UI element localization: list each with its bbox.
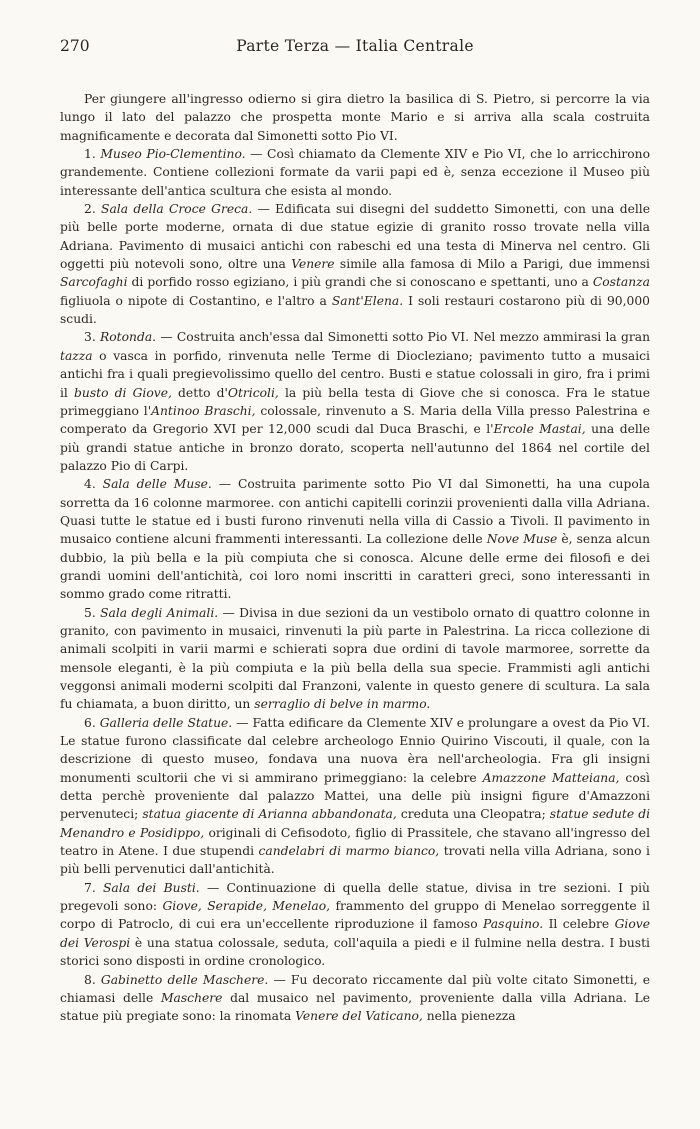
italic-text: Ercole Mastai, (493, 422, 586, 437)
italic-text: Venere (291, 257, 335, 272)
text-run: frammento del gruppo di Menelao sorreggente il corpo di Patroclo, di cui era un'eccellente riproduzione il famoso (60, 899, 650, 932)
text-run: — Costruita anch'essa dal Simonetti sotto Pio VI. Nel mezzo ammirasi la gran (156, 330, 650, 345)
italic-text: Venere del Vaticano, (295, 1009, 423, 1024)
italic-text: serraglio di belve in marmo. (254, 697, 431, 712)
text-run: colossale, rinvenuto a S. Maria della Villa presso Palestrina e comperato da Gregorio XVI per 12,000 scudi dal Duca Braschi, e l' (60, 403, 650, 437)
italic-text: Maschere (160, 990, 223, 1005)
running-header (60, 36, 650, 56)
text-run: 4. (84, 477, 103, 492)
italic-text: Giove, Serapide, Menelao, (162, 899, 331, 914)
paragraph (60, 971, 650, 1026)
text-run: — Edificata sui disegni del suddetto Simonetti, con una delle più belle porte moderne, ornata di due statue egizie di granito rosso trovate nella villa Adriana. Pavimento di musaici antichi con rabeschi ed una testa di Minerva nel centro. Gli oggetti più notevoli sono, oltre una (60, 202, 650, 272)
text-run: o vasca in porfido, rinvenuta nelle Terme di Diocleziano; pavimento tutto a musaici antichi fra i quali pregievolissimo quello del centro. Busti e statue colossali in giro, fra i primi il (60, 348, 650, 400)
text-run: nella pienezza (422, 1009, 516, 1024)
italic-text: Giove dei Verospi (60, 917, 650, 950)
italic-text: Galleria delle Statue. (99, 715, 233, 730)
text-run: I soli restauri costarono più di 90,000 scudi. (60, 293, 650, 327)
italic-text: busto di Giove, (74, 385, 172, 400)
text-run: 8. (84, 972, 101, 987)
text-run: Per giungere all'ingresso odierno si gira dietro la basilica di S. Pietro, si percorre la via lungo il lato del palazzo che prospetta monte Mario e si arriva alla scala costruita magnificamente e decorata dal Simonetti sotto Pio VI. (60, 92, 650, 143)
italic-text: Sala dei Busti. (103, 880, 200, 895)
text-run: figliuola o nipote di Costantino, e l'altro a (60, 293, 332, 308)
paragraph (60, 714, 650, 879)
italic-text: Sant'Elena. (331, 293, 404, 308)
paragraph (60, 145, 650, 200)
paragraph (60, 879, 650, 971)
text-run: originali di Cefisodoto, figlio di Prassitele, che stavano all'ingresso del teatro in Atene. I due stupendi (60, 825, 651, 859)
italic-text: Museo Pio-Clementino. (100, 147, 246, 162)
italic-text: Sarcofaghi (60, 275, 128, 290)
text-run: trovati nella villa Adriana, sono i più belli pervenutici dall'antichità. (60, 844, 650, 877)
text-run: dal musaico nel pavimento, proveniente dalla villa Adriana. Le statue più pregiate sono: la rinomata (60, 990, 650, 1024)
text-run: 3. (84, 330, 101, 345)
text-run: Il celebre (543, 917, 615, 932)
paragraph (60, 90, 650, 145)
text-run: — Continuazione di quella delle statue, divisa in tre sezioni. I più pregevoli sono: (60, 880, 650, 914)
italic-text: tazza (60, 348, 93, 363)
body-text (60, 90, 650, 1026)
italic-text: Sala della Croce Greca. (101, 202, 253, 217)
italic-text: Otricoli, (227, 385, 279, 400)
italic-text: Nove Muse (486, 532, 558, 547)
italic-text: Antinoo Braschi, (151, 403, 256, 418)
text-run: di porfido rosso egiziano, i più grandi che si conoscano e spettanti, uno a (127, 275, 593, 290)
paragraph (60, 200, 650, 328)
italic-text: Costanza (592, 275, 650, 290)
text-run: creduta una Cleopatra; (396, 807, 550, 822)
text-run: — Così chiamato da Clemente XIV e Pio VI, che lo arricchirono grandemente. Contiene collezioni formate da varii papi ed è, senza eccezione il Museo più interessante dell'antica scultura che esista al mondo. (60, 147, 650, 198)
running-title: Parte Terza — Italia Centrale (236, 37, 474, 55)
text-run: 2. (84, 202, 102, 217)
page-number: 270 (60, 37, 90, 55)
italic-text: statue sedute di Menandro e Posidippo, (60, 807, 651, 840)
italic-text: Gabinetto delle Maschere. (100, 972, 269, 987)
text-run: la più bella testa di Giove che si conosca. Fra le statue primeggiano l' (60, 385, 650, 418)
italic-text: Rotonda. (100, 330, 157, 345)
text-run: — Fatta edificare da Clemente XIV e prolungare a ovest da Pio VI. Le statue furono classificate dal celebre archeologo Ennio Quirino Viscouti, il quale, con la descrizione di questo museo, fondava una nuova èra nell'archeologia. Fra gli insigni monumenti scultorii che vi si ammirano primeggiano: la celebre (60, 715, 650, 785)
italic-text: Sala delle Muse. (102, 477, 212, 492)
text-run: — Divisa in due sezioni da un vestibolo ornato di quattro colonne in granito, con pavimento in musaici, rinvenuti la più parte in Palestrina. La ricca collezione di animali scolpiti in varii marmi e schierati sopra due ordini di tavole marmoree, sorrette da mensole eleganti, è la più compiuta e la più bella della sua specie. Frammisti agli antichi veggonsi animali moderni scolpiti dal Franzoni, valente in questo genere di scultura. La sala fu chiamata, a buon diritto, un (60, 605, 650, 712)
text-run: — Costruita parimente sotto Pio VI dal Simonetti, ha una cupola sorretta da 16 colonne marmoree. con antichi capitelli corinzii provenienti dalla villa Adriana. Quasi tutte le statue ed i busti furono rinvenuti nella villa di Cassio a Tivoli. Il pavimento in musaico contiene alcuni frammenti interessanti. La collezione delle (60, 477, 650, 547)
text-run: — Fu decorato riccamente dal più volte citato Simonetti, e chiamasi delle (60, 972, 650, 1005)
paragraph (60, 475, 650, 603)
text-run: simile alla famosa di Milo a Parigi, due immensi (334, 257, 650, 272)
text-run: così detta perchè proveniente dal palazzo Mattei, una delle più insigni figure d'Amazzoni pervenuteci; (60, 770, 650, 822)
text-run: è una statua colossale, seduta, coll'aquila a piedi e il fulmine nella destra. I busti storici sono disposti in ordine cronologico. (60, 935, 650, 969)
italic-text: Sala degli Animali. (100, 605, 219, 620)
text-run: detto d' (171, 385, 228, 400)
text-run: è, senza alcun dubbio, la più bella e la più compiuta che si conosca. Alcune delle erme dei filosofi e dei grandi uomini dell'antichità, coi loro nomi inscritti in caratteri greci, sono interessanti in sommo grado come ritratti. (60, 532, 650, 602)
italic-text: Amazzone Matteiana, (482, 770, 620, 785)
text-run: 6. (84, 715, 100, 730)
paragraph (60, 604, 650, 714)
italic-text: Pasquino. (483, 917, 544, 932)
text-run: 1. (84, 147, 101, 162)
text-run: 5. (84, 605, 101, 620)
italic-text: candelabri di marmo bianco, (258, 844, 440, 859)
text-run: 7. (84, 880, 103, 895)
italic-text: statua giacente di Arianna abbandonata, (142, 807, 397, 822)
paragraph (60, 328, 650, 475)
text-run: una delle più grandi statue antiche in bronzo dorato, scoperta nell'autunno del 1864 nel cortile del palazzo Pio di Carpi. (60, 422, 650, 473)
